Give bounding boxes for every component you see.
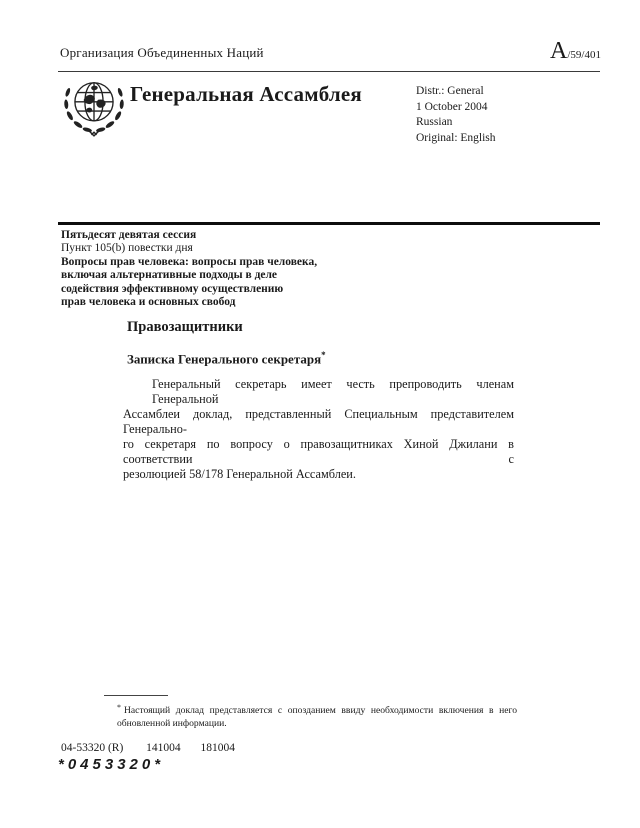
agenda-line: прав человека и основных свобод — [61, 296, 236, 309]
document-symbol-letter: A — [550, 38, 568, 64]
footer-doc-code: 04-53320 (R) — [61, 742, 124, 754]
distr-line: Distr.: General — [416, 85, 484, 97]
organization-name: Организация Объединенных Наций — [60, 45, 264, 60]
document-symbol-number: /59/401 — [567, 49, 601, 61]
paragraph-line: го секретаря по вопросу о правозащитниках Хиной Джилани в соответствии с — [123, 437, 514, 466]
footnote-text: Настоящий доклад представляется с опозданием ввиду необходимости включения в него обновленной информации. — [117, 705, 517, 729]
paragraph-line: Генеральный секретарь имеет честь препроводить членам Генеральной — [152, 377, 514, 406]
masthead-rule — [58, 222, 600, 225]
document-subheading: Записка Генерального секретаря* — [127, 350, 326, 367]
document-heading: Правозащитники — [127, 319, 243, 335]
agenda-line: содействия эффективному осуществлению — [61, 282, 284, 295]
paragraph-line: Ассамблеи доклад, представленный Специальным представителем Генерально- — [123, 407, 514, 436]
footnote — [117, 701, 517, 730]
agenda-line: Вопросы прав человека: вопросы прав человека, — [61, 255, 318, 268]
footnote-marker: * — [117, 703, 121, 712]
footer-date-code-1: 141004 — [146, 742, 181, 754]
distribution-block — [416, 84, 496, 146]
session-block — [61, 229, 317, 309]
un-emblem-icon — [61, 76, 127, 145]
header-rule — [58, 71, 600, 72]
masthead-title: Генеральная Ассамблея — [130, 82, 362, 106]
agenda-item: Пункт 105(b) повестки дня — [61, 242, 193, 255]
footnote-reference-marker: * — [321, 350, 326, 360]
agenda-line: включая альтернативные подходы в деле — [61, 269, 278, 282]
document-symbol — [550, 38, 601, 65]
paragraph-line: резолюцией 58/178 Генеральной Ассамблеи. — [123, 467, 356, 481]
footnote-separator-rule — [104, 695, 168, 696]
original-language-line: Original: English — [416, 131, 496, 144]
body-paragraph — [123, 377, 514, 482]
footer-date-code-2: 181004 — [200, 742, 236, 754]
language-line: Russian — [416, 116, 453, 128]
session-title: Пятьдесят девятая сессия — [61, 229, 197, 241]
date-line: 1 October 2004 — [416, 100, 488, 113]
barcode-text: *0453320* — [58, 756, 165, 773]
footer-codes — [61, 742, 235, 754]
